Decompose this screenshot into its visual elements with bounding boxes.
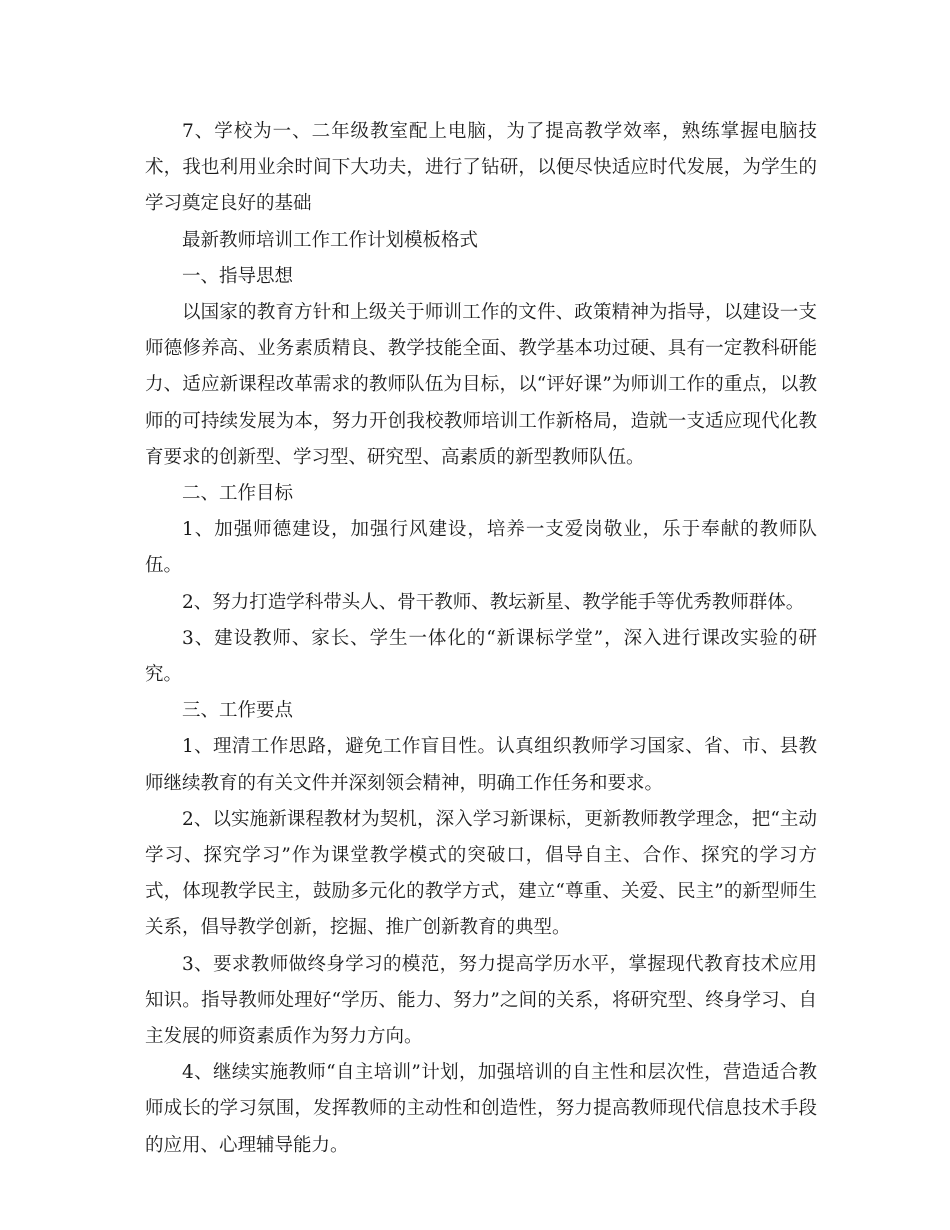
paragraph-point-2: 2、以实施新课程教材为契机，深入学习新课标，更新教师教学理念，把“主动学习、探究学习”作为课堂教学模式的突破口，倡导自主、合作、探究的学习方式，体现教学民主，鼓励多元化的教学方式，建立“尊重、关爱、民主”的新型师生关系，倡导教学创新，挖掘、推广创新教育的典型。 xyxy=(145,808,817,939)
paragraph-point-1: 1、理清工作思路，避免工作盲目性。认真组织教师学习国家、省、市、县教师继续教育的有关文件并深刻领会精神，明确工作任务和要求。 xyxy=(145,736,817,794)
paragraph-point-3: 3、要求教师做终身学习的模范，努力提高学历水平，掌握现代教育技术应用知识。指导教师处理好“学历、能力、努力”之间的关系，将研究型、终身学习、自主发展的师资素质作为努力方向。 xyxy=(145,953,817,1048)
section-heading-work-goals: 二、工作目标 xyxy=(182,483,294,505)
document-heading: 最新教师培训工作工作计划模板格式 xyxy=(182,229,479,251)
paragraph-goal-1: 1、加强师德建设，加强行风建设，培养一支爱岗敬业，乐于奉献的教师队伍。 xyxy=(145,519,817,577)
paragraph-guiding-ideology: 以国家的教育方针和上级关于师训工作的文件、政策精神为指导，以建设一支师德修养高、业务素质精良、教学技能全面、教学基本功过硬、具有一定教科研能力、适应新课程改革需求的教师队伍为目标，以“评好课”为师训工作的重点，以教师的可持续发展为本，努力开创我校教师培训工作新格局，造就一支适应现代化教育要求的创新型、学习型、研究型、高素质的新型教师队伍。 xyxy=(145,302,817,468)
section-heading-work-points: 三、工作要点 xyxy=(182,700,294,722)
document-body xyxy=(145,114,817,1164)
paragraph-item-7: 7、学校为一、二年级教室配上电脑，为了提高教学效率，熟练掌握电脑技术，我也利用业余时间下大功夫，进行了钻研，以便尽快适应时代发展，为学生的学习奠定良好的基础 xyxy=(145,121,817,215)
paragraph-goal-3: 3、建设教师、家长、学生一体化的“新课标学堂”，深入进行课改实验的研究。 xyxy=(145,627,817,686)
section-heading-guiding-ideology: 一、指导思想 xyxy=(182,265,294,287)
paragraph-goal-2: 2、努力打造学科带头人、骨干教师、教坛新星、教学能手等优秀教师群体。 xyxy=(182,591,805,613)
paragraph-point-4: 4、继续实施教师“自主培训”计划，加强培训的自主性和层次性，营造适合教师成长的学习氛围，发挥教师的主动性和创造性，努力提高教师现代信息技术手段的应用、心理辅导能力。 xyxy=(145,1062,817,1156)
